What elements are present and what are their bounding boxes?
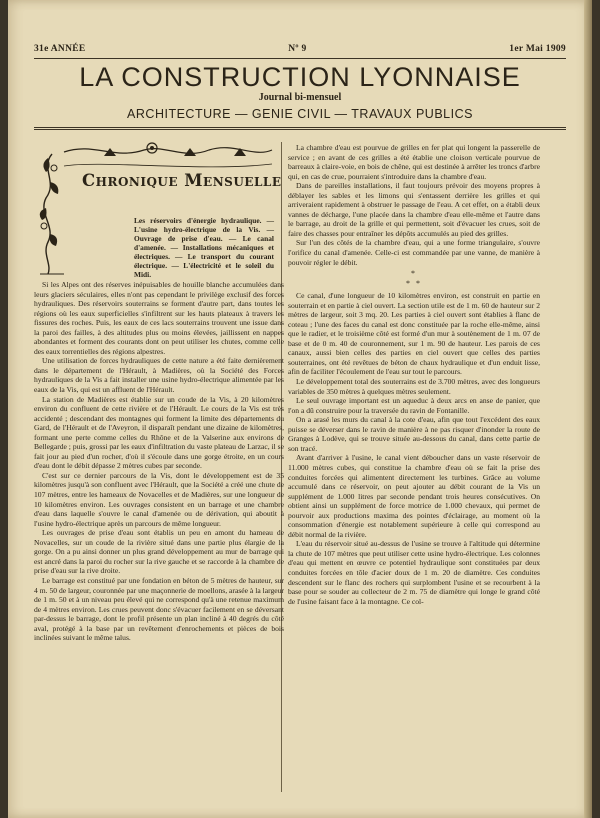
journal-page (8, 0, 592, 818)
paragraph: Le développement total des souterrains est de 3.700 mètres, avec des longueurs variables de 350 mètres à quelques mètres seulement. (288, 377, 540, 396)
paragraph: La station de Madières est établie sur un coude de la Vis, à 20 kilomètres environ du confluent de cette rivière et de l'Hérault. Le cours de la Vis est très accidenté ; descendant des montagnes qui forment la limite des départements du Gard, de l'Hérault et de l'Aveyron, il disparaît pendant une dizaine de kilomètres, formant une perte comme celles du Rhône et de la Valserine aux environs de Bellegarde ; puis, grossi par les eaux d'infiltration du vaste plateau de Larzac, il se fait jour au pied d'un rocher, d'où il s'écoule dans une gorge étroite, en un cours d'eau dont le débit dépasse 2 mètres cubes par seconde. (34, 394, 284, 471)
journal-subtitle: Journal bi-mensuel (258, 92, 342, 103)
masthead (34, 62, 566, 122)
issue-year: 31e ANNÉE (34, 44, 86, 54)
paragraph: Dans de pareilles installations, il faut toujours prévoir des moyens propres à déblayer les sables et les limons qui s'entassent derrière les grilles et qui arriveraient rapidement à obstruer le passage de l'eau. A cet effet, on a établi deux vannes de décharge, l'une placée dans la chambre d'eau elle-même et l'autre dans le barrage, au droit de la grille et qui permettent, soit d'évacuer les crues, soit de faire des chasses pour entraîner les dépôts accumulés au pied des grilles. (288, 181, 540, 238)
right-column (288, 143, 540, 606)
paragraph: Le barrage est constitué par une fondation en béton de 5 mètres de hauteur, sur 4 m. 50 de largeur, couronnée par une maçonnerie de moellons, arasée à la largeur de 1 m. 50 et à un niveau peu élevé qui ne correspond qu'à une retenue maximum de 4 mètres environ. Les crues peuvent donc s'évacuer facilement en se déversant par-dessus le barrage, dont le profil présente un plan incliné à 40 degrés du côté aval, protégé à la base par un revêtement d'enrochements et pièces de bois inclinées suivant le même talus. (34, 575, 284, 643)
paragraph: Une utilisation de forces hydrauliques de cette nature a été faite dernièrement dans le département de l'Hérault, à Madières, où la Société des Forces hydrauliques de la Vis a fait installer une usine hydro-électrique alimentée par les eaux de la Vis, qui est un affluent de l'Hérault. (34, 356, 284, 395)
chronique-summary: Les réservoirs d'énergie hydraulique. — L'usine hydro-électrique de la Vis. — Ouvrage de prise d'eau. — Le canal d'amenée. — Installations mécaniques et électriques. — Le transport du courant électrique. — L'électricité et le soleil du Midi. (134, 216, 274, 279)
paragraph: Avant d'arriver à l'usine, le canal vient déboucher dans un vaste réservoir de 11.000 mètres cubes, qui constitue la chambre d'eau où se fait la prise des conduites forcées qui alimentent directement les turbines. Grâce au volume accumulé dans ce réservoir, on peut ajouter au débit courant de la Vis un supplément de 1.000 litres par seconde pendant trois heures consécutives. On obtient ainsi un supplément de force motrice de 1.000 chevaux, qui permet de pourvoir aux productions maxima des pointes d'éclairage, au moment où la consommation d'énergie est notablement supérieure à celle qui correspond au débit normal de la rivière. (288, 453, 540, 539)
paragraph: La chambre d'eau est pourvue de grilles en fer plat qui longent la passerelle de service ; en avant de ces grilles a été établie une cloison verticale pourvue de barreaux à claire-voie, en bois de chêne, qui est destinée à arrêter les troncs d'arbre qui, en cas de crue, pourraient s'introduire dans la chambre d'eau. (288, 143, 540, 181)
masthead-rule-double (34, 129, 566, 130)
issue-number: Nº 9 (288, 44, 307, 54)
journal-title: LA CONSTRUCTION LYONNAISE (79, 62, 521, 92)
chronique-header (34, 138, 282, 280)
issue-header (34, 44, 566, 54)
paragraph: On a arasé les murs du canal à la cote d'eau, afin que tout l'excédent des eaux puisse se déverser dans le ravin de manière à ne pas risquer d'inonder la route de Granges à Lodève, qui se trouve située au-dessous du canal, dans cette partie de son tracé. (288, 415, 540, 453)
issue-date: 1er Mai 1909 (509, 44, 566, 54)
page-edge (584, 0, 592, 818)
paragraph: Le seul ouvrage important est un aqueduc à deux arcs en anse de panier, que l'on a dû construire pour la traversée du ravin de Fontanille. (288, 396, 540, 415)
paragraph: Sur l'un des côtés de la chambre d'eau, qui a une forme triangulaire, s'ouvre l'orifice du canal d'amenée. Celle-ci est commandée par une vanne, de manière à pouvoir régler le débit. (288, 238, 540, 267)
paragraph: L'eau du réservoir situé au-dessus de l'usine se trouve à l'altitude qui détermine la chute de 107 mètres que peut utiliser cette usine hydro-électrique. Les colonnes d'eau qui mettent en œuvre ce potentiel hydraulique sont constituées par deux conduites forcées en tôle d'acier doux de 1 m. 20 de diamètre. Ces conduites descendent sur le flanc des rochers qui surplombent l'usine et se recourbent à la base pour se souder au collecteur de 2 m. 75 de diamètre qui longe le grand côté de l'usine faisant face à la montagne. Ce col- (288, 539, 540, 606)
paragraph: Si les Alpes ont des réserves inépuisables de houille blanche accumulées dans leurs glaciers séculaires, elles n'ont pas cependant le privilège exclusif des forces hydrauliques. Des réservoirs souterrains se forment d'autre part, dans toutes les régions où les eaux superficielles s'infiltrent sur les hauts plateaux à travers les fissures des roches. Puis, les eaux de ces lacs souterrains trouvent une issue dans la paroi des failles, à des altitudes plus ou moins élevées, jaillissent en nappes abondantes et forment des courants dont on peut utiliser les chutes, comme celle des eaux torrentielles des régions alpestres. (34, 280, 284, 356)
chronique-title: Chronique Mensuelle (82, 171, 282, 190)
masthead-rule (34, 127, 566, 128)
paragraph: C'est sur ce dernier parcours de la Vis, dont le développement est de 35 kilomètres jusqu'à son confluent avec l'Hérault, que la Société a créé une chute de 107 mètres, entre les hameaux de Novacelles et de Madières, sur une longueur de 10 kilomètres environ. Les ouvrages consistent en un barrage et une chambre d'eau dans laquelle s'ouvre le canal d'amenée ou de dérivation, qui aboutit à l'usine hydro-électrique après un parcours de même longueur. (34, 470, 284, 528)
paragraph: Les ouvrages de prise d'eau sont établis un peu en amont du hameau de Novacelles, sur un coude de la rivière situé dans une partie plus élargie de la gorge. On a pu ainsi donner un plus grand développement au mur de barrage qui est ancré dans la paroi du rocher sur la rive gauche et se raccorde à la chambre de prise d'eau sur la rive droite. (34, 528, 284, 576)
left-column (34, 138, 284, 643)
paragraph: Ce canal, d'une longueur de 10 kilomètres environ, est construit en partie en souterrain et en partie à ciel ouvert. La section utile est de 1 m. 60 de hauteur sur 2 mètres de largeur, soit 3 mq. 20. Les parties à ciel ouvert sont établies à flanc de coteau ; l'une des faces du canal est donc constituée par la roche elle-même, ainsi que le radier, et le troisième côté est formé d'un mur à soutènement de 1 m. 07 de base et de 0 m. 40 de couronnement, sur 1 m. 90 de hauteur. Les parois de ces canaux, aussi bien celles des parties en ciel ouvert que celles des parties souterraines, ont été revêtues de béton de chaux hydraulique et d'un enduit lisse, afin de faciliter l'écoulement de l'eau sur tout le parcours. (288, 291, 540, 377)
section-separator: * * * (406, 269, 422, 289)
header-rule (34, 58, 566, 59)
journal-categories: ARCHITECTURE — GENIE CIVIL — TRAVAUX PUBLICS (127, 107, 473, 121)
